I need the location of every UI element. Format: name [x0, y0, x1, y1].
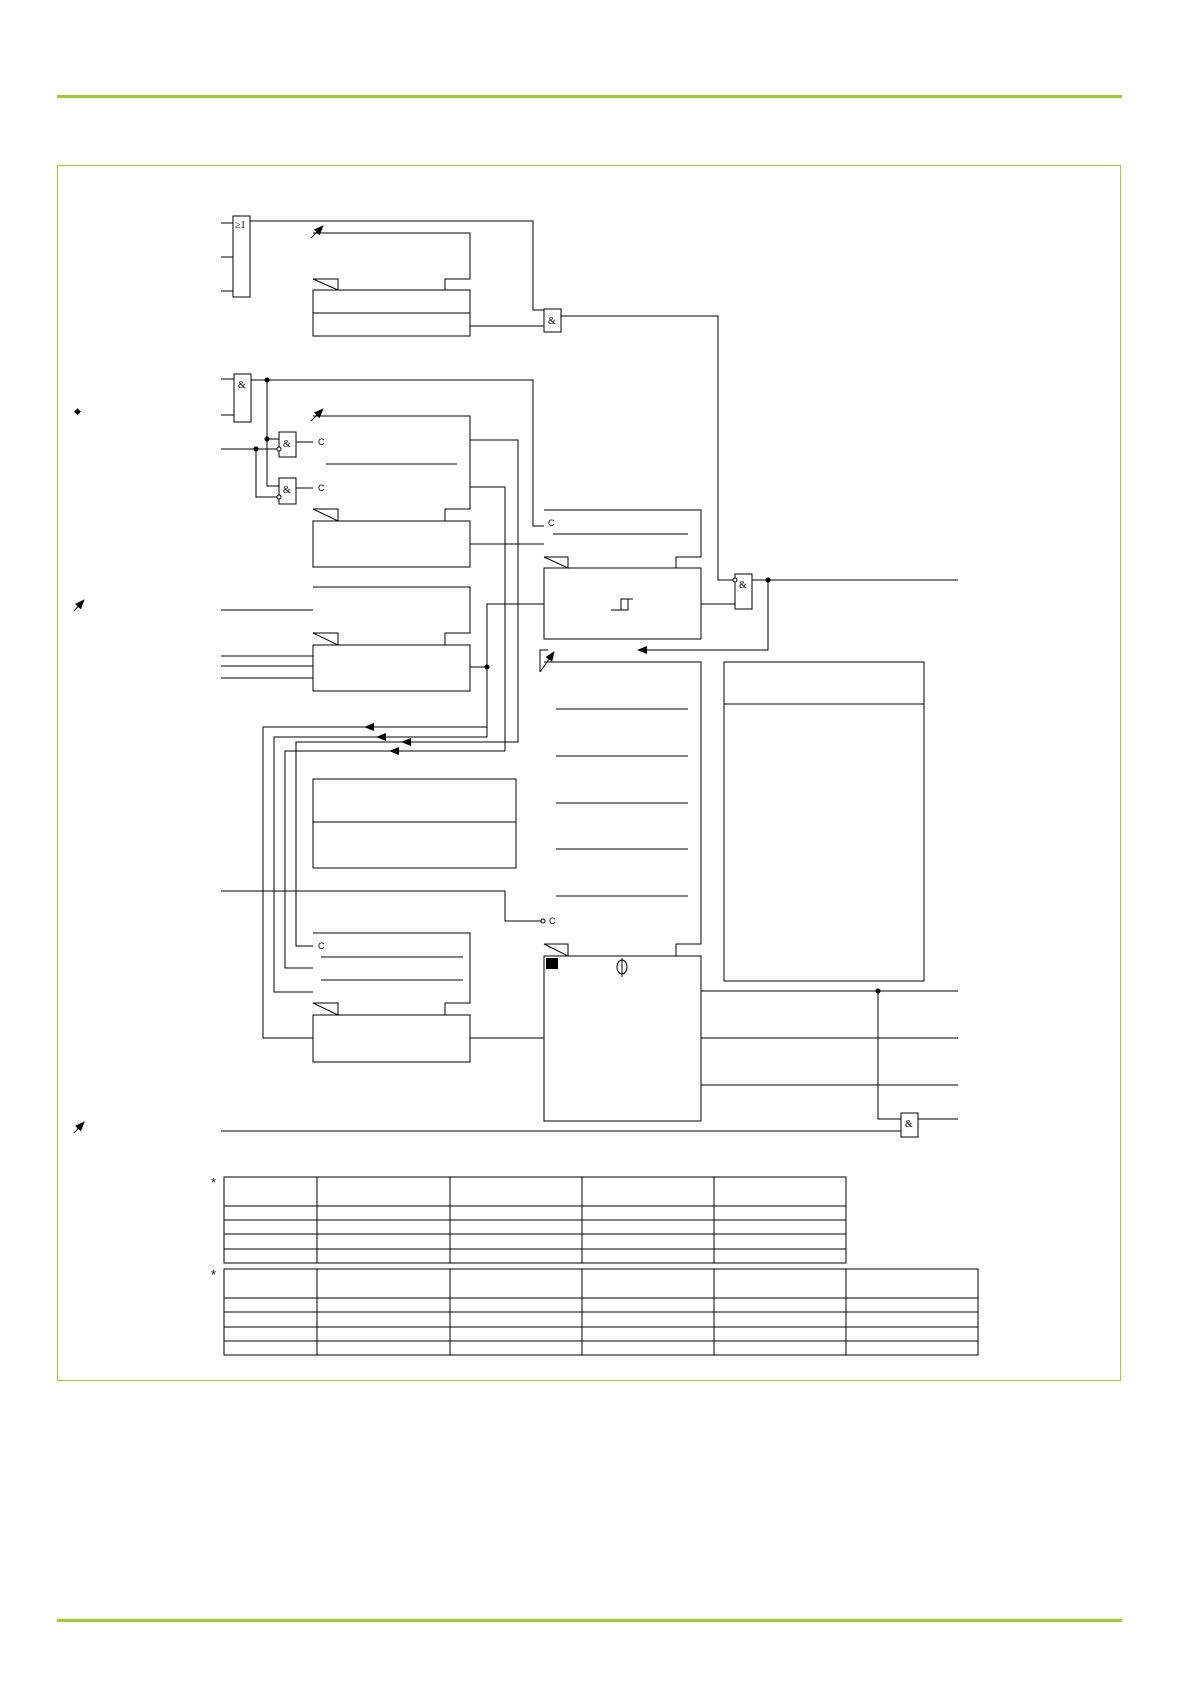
phase-icon [617, 958, 627, 977]
counter-block-2 [313, 416, 470, 521]
bottom-accent-rule [57, 1619, 1122, 1622]
hysteresis-icon [611, 599, 633, 610]
or-gate-1-symbol: ≥1 [235, 220, 246, 231]
c-input-label: C [318, 437, 325, 447]
setting-arrow-icon [74, 1122, 84, 1133]
table-2 [224, 1269, 978, 1355]
c-input-label: C [548, 518, 555, 528]
and-gate-2-symbol: & [238, 380, 246, 391]
counter-block-4 [313, 933, 470, 1015]
and-gate-6-symbol: & [905, 1119, 913, 1130]
output-block [544, 956, 701, 1121]
block-2-lower [313, 521, 470, 567]
and-gate-1-symbol: & [548, 316, 556, 327]
footnote-marker: * [211, 1175, 217, 1190]
c-input-label: C [318, 941, 325, 951]
footnote-marker: * [211, 1267, 217, 1282]
hysteresis-block [544, 568, 701, 639]
info-table-box [313, 779, 516, 868]
setting-block-1 [313, 233, 470, 290]
and-gate-4-symbol: & [283, 485, 291, 496]
c-input-label: C [549, 916, 556, 926]
block-3-lower [313, 645, 470, 691]
info-box [724, 662, 924, 981]
setting-arrow-icon [74, 600, 84, 611]
setting-arrow-icon [311, 226, 323, 238]
and-gate-3-symbol: & [283, 439, 291, 450]
block-4-lower [313, 1015, 470, 1062]
and-gate-5-symbol: & [739, 580, 747, 591]
multi-stage-block [544, 662, 701, 956]
c-input-label: C [318, 483, 325, 493]
counter-block-3 [544, 510, 701, 568]
table-1 [224, 1177, 846, 1263]
diamond-bullet-icon: ◆ [74, 406, 81, 416]
status-indicator-icon [546, 958, 558, 969]
setting-block-3 [313, 587, 470, 645]
setting-arrow-icon [311, 409, 323, 421]
